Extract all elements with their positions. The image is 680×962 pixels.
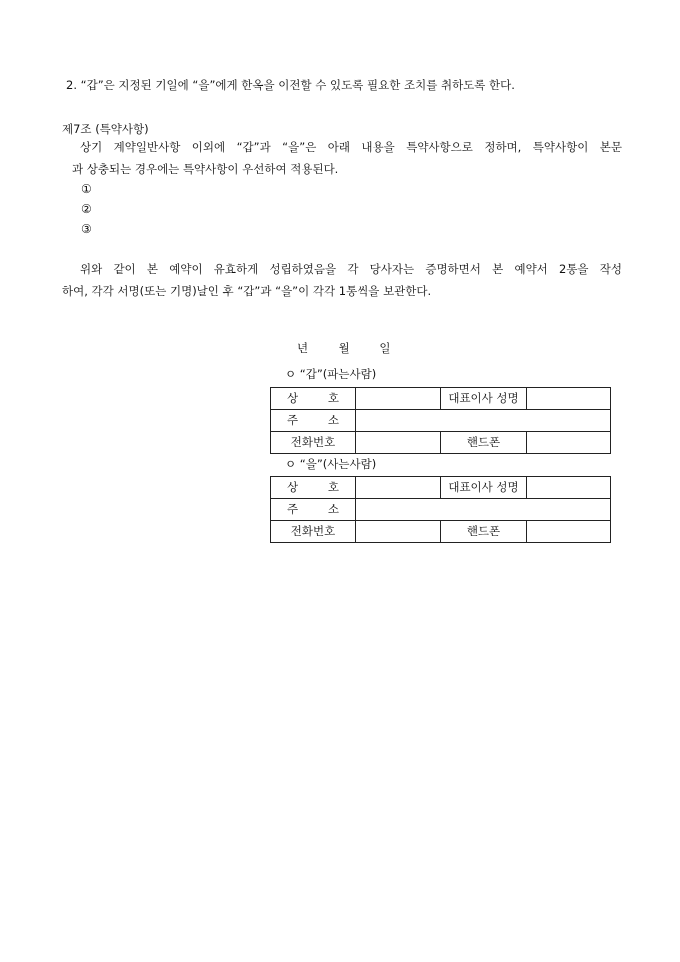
clause-2-text: 2. “갑”은 지정된 기일에 “을”에게 한옥을 이전할 수 있도록 필요한 조치를 취하도록 한다. — [66, 78, 515, 92]
table-row — [271, 521, 611, 543]
article-7-body-line2: 과 상충되는 경우에는 특약사항이 우선하여 적용된다. — [72, 162, 339, 176]
buyer-table — [270, 476, 611, 543]
table-row — [271, 388, 611, 410]
closing-paragraph — [62, 258, 622, 302]
buyer-heading: ㅇ “을”(사는사람) — [285, 457, 377, 471]
closing-line2: 하여, 각각 서명(또는 기명)날인 후 “갑”과 “을”이 각각 1통씩을 보관한다. — [62, 284, 432, 298]
buyer-address-value[interactable] — [356, 499, 611, 521]
seller-mobile-value[interactable] — [527, 432, 611, 454]
seller-address-value[interactable] — [356, 410, 611, 432]
seller-heading: ㅇ “갑”(파는사람) — [285, 367, 377, 381]
date-year: 년 — [297, 341, 309, 355]
closing-line1: 위와 같이 본 예약이 유효하게 성립하였음을 각 당사자는 증명하면서 본 예약서 2통을 작성 — [80, 262, 622, 276]
buyer-rep-value[interactable] — [527, 477, 611, 499]
seller-phone-label: 전화번호 — [271, 432, 356, 454]
date-month: 월 — [338, 341, 350, 355]
special-item-1: ① — [81, 182, 92, 196]
table-row — [271, 410, 611, 432]
table-row — [271, 432, 611, 454]
seller-table — [270, 387, 611, 454]
seller-mobile-label: 핸드폰 — [441, 432, 527, 454]
seller-address-label: 주 소 — [271, 410, 356, 432]
seller-company-value[interactable] — [356, 388, 441, 410]
article-7-body-line1: 상기 계약일반사항 이외에 “갑”과 “을”은 아래 내용을 특약사항으로 정하며, 특약사항이 본문 — [80, 140, 622, 154]
buyer-mobile-value[interactable] — [527, 521, 611, 543]
buyer-phone-label: 전화번호 — [271, 521, 356, 543]
date-line — [297, 343, 390, 355]
buyer-company-value[interactable] — [356, 477, 441, 499]
seller-rep-label: 대표이사 성명 — [441, 388, 527, 410]
buyer-phone-value[interactable] — [356, 521, 441, 543]
buyer-mobile-label: 핸드폰 — [441, 521, 527, 543]
article-7-body — [62, 136, 622, 180]
date-day: 일 — [379, 341, 391, 355]
special-item-3: ③ — [81, 222, 92, 236]
seller-rep-value[interactable] — [527, 388, 611, 410]
buyer-rep-label: 대표이사 성명 — [441, 477, 527, 499]
buyer-company-label: 상 호 — [271, 477, 356, 499]
seller-phone-value[interactable] — [356, 432, 441, 454]
seller-company-label: 상 호 — [271, 388, 356, 410]
buyer-address-label: 주 소 — [271, 499, 356, 521]
article-7-heading: 제7조 (특약사항) — [62, 122, 149, 136]
special-item-2: ② — [81, 202, 92, 216]
table-row — [271, 477, 611, 499]
table-row — [271, 499, 611, 521]
